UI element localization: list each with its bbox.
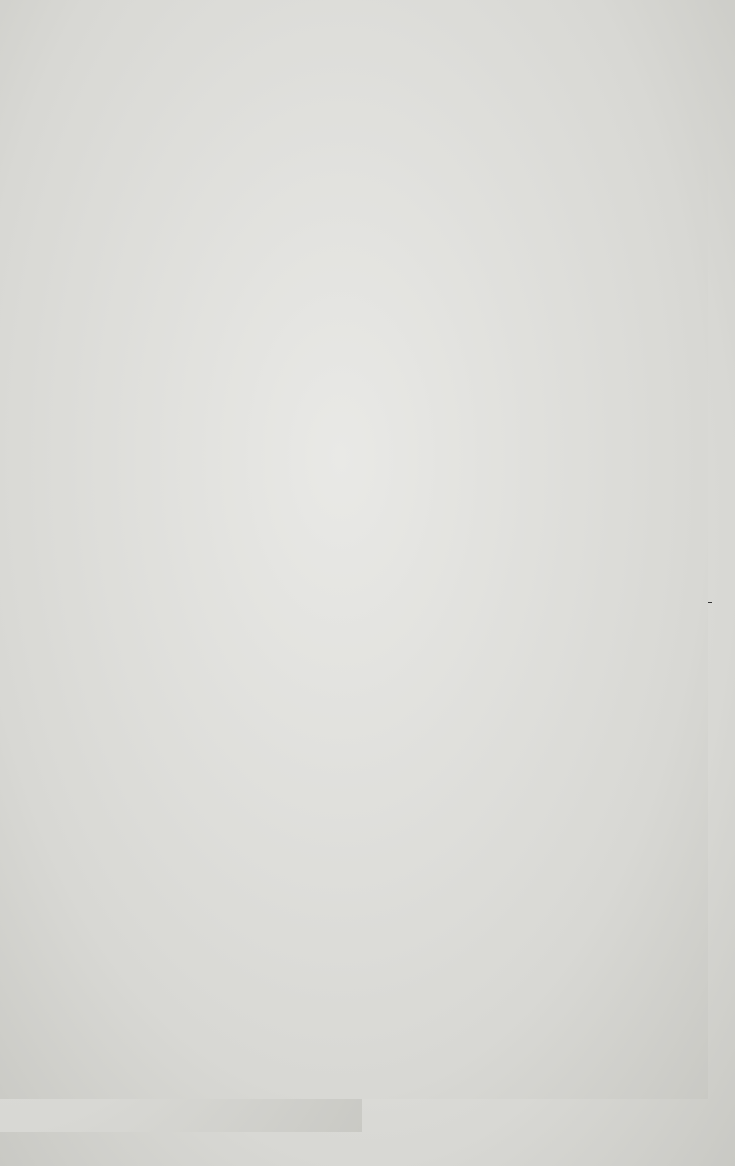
right-column	[386, 38, 712, 1099]
entry-list	[386, 664, 712, 1099]
toc-entry	[386, 1052, 712, 1099]
